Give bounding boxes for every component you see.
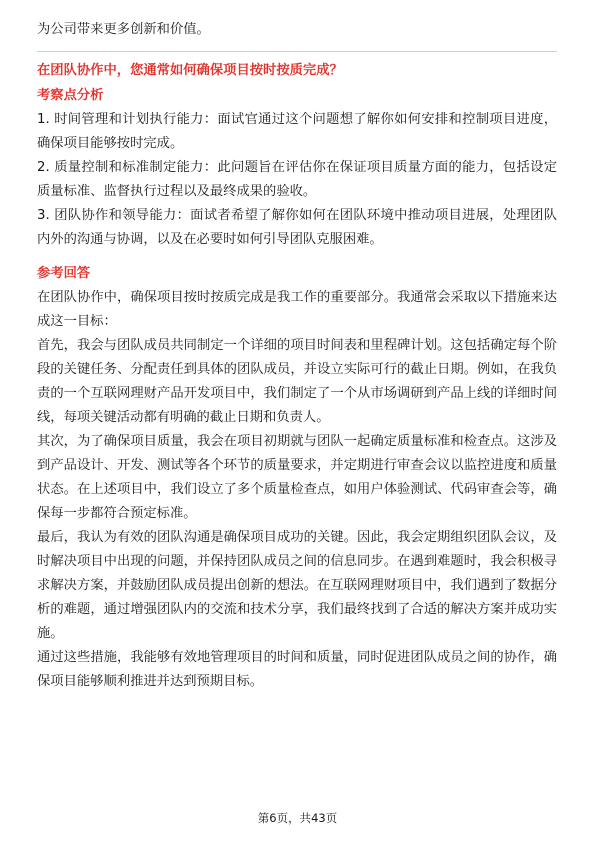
analysis-item: 3. 团队协作和领导能力：面试者希望了解你如何在团队环境中推动项目进展，处理团队内外的沟通与协调，以及在必要时如何引导团队克服困难。 — [37, 208, 557, 247]
intro-tail-text: 为公司带来更多创新和价值。 — [37, 22, 210, 37]
analysis-item: 1. 时间管理和计划执行能力：面试官通过这个问题想了解你如何安排和控制项目进度，确保项目能够按时完成。 — [37, 112, 557, 151]
answer-heading: 参考回答 — [37, 266, 91, 281]
answer-paragraph: 首先，我会与团队成员共同制定一个详细的项目时间表和里程碑计划。这包括确定每个阶段的关键任务、分配责任到具体的团队成员，并设立实际可行的截止日期。例如，在我负责的一个互联网理财产品开发项目中，我们制定了一个从市场调研到产品上线的详细时间线，每项关键活动都有明确的截止日期和负责人。 — [37, 338, 557, 425]
analysis-item: 2. 质量控制和标准制定能力：此问题旨在评估你在保证项目质量方面的能力，包括设定质量标准、监督执行过程以及最终成果的验收。 — [37, 160, 557, 199]
answer-paragraph: 其次，为了确保项目质量，我会在项目初期就与团队一起确定质量标准和检查点。这涉及到产品设计、开发、测试等各个环节的质量要求，并定期进行审查会议以监控进度和质量状态。在上述项目中，我们设立了多个质量检查点，如用户体验测试、代码审查会等，确保每一步都符合预定标准。 — [37, 434, 557, 521]
question-heading: 在团队协作中，您通常如何确保项目按时按质完成？ — [37, 63, 343, 78]
analysis-heading: 考察点分析 — [37, 88, 104, 103]
section-divider — [37, 51, 557, 52]
answer-paragraph: 通过这些措施，我能够有效地管理项目的时间和质量，同时促进团队成员之间的协作，确保项目能够顺利推进并达到预期目标。 — [37, 650, 557, 689]
answer-paragraph: 最后，我认为有效的团队沟通是确保项目成功的关键。因此，我会定期组织团队会议，及时解决项目中出现的问题，并保持团队成员之间的信息同步。在遇到难题时，我会积极寻求解决方案，并鼓励团队成员提出创新的想法。在互联网理财项目中，我们遇到了数据分析的难题，通过增强团队内的交流和技术分享，我们最终找到了合适的解决方案并成功实施。 — [37, 530, 557, 641]
spacer — [37, 252, 557, 262]
page-content — [37, 18, 557, 694]
page-number: 第6页，共43页 — [257, 811, 338, 825]
answer-paragraph: 在团队协作中，确保项目按时按质完成是我工作的重要部分。我通常会采取以下措施来达成这一目标： — [37, 290, 557, 329]
